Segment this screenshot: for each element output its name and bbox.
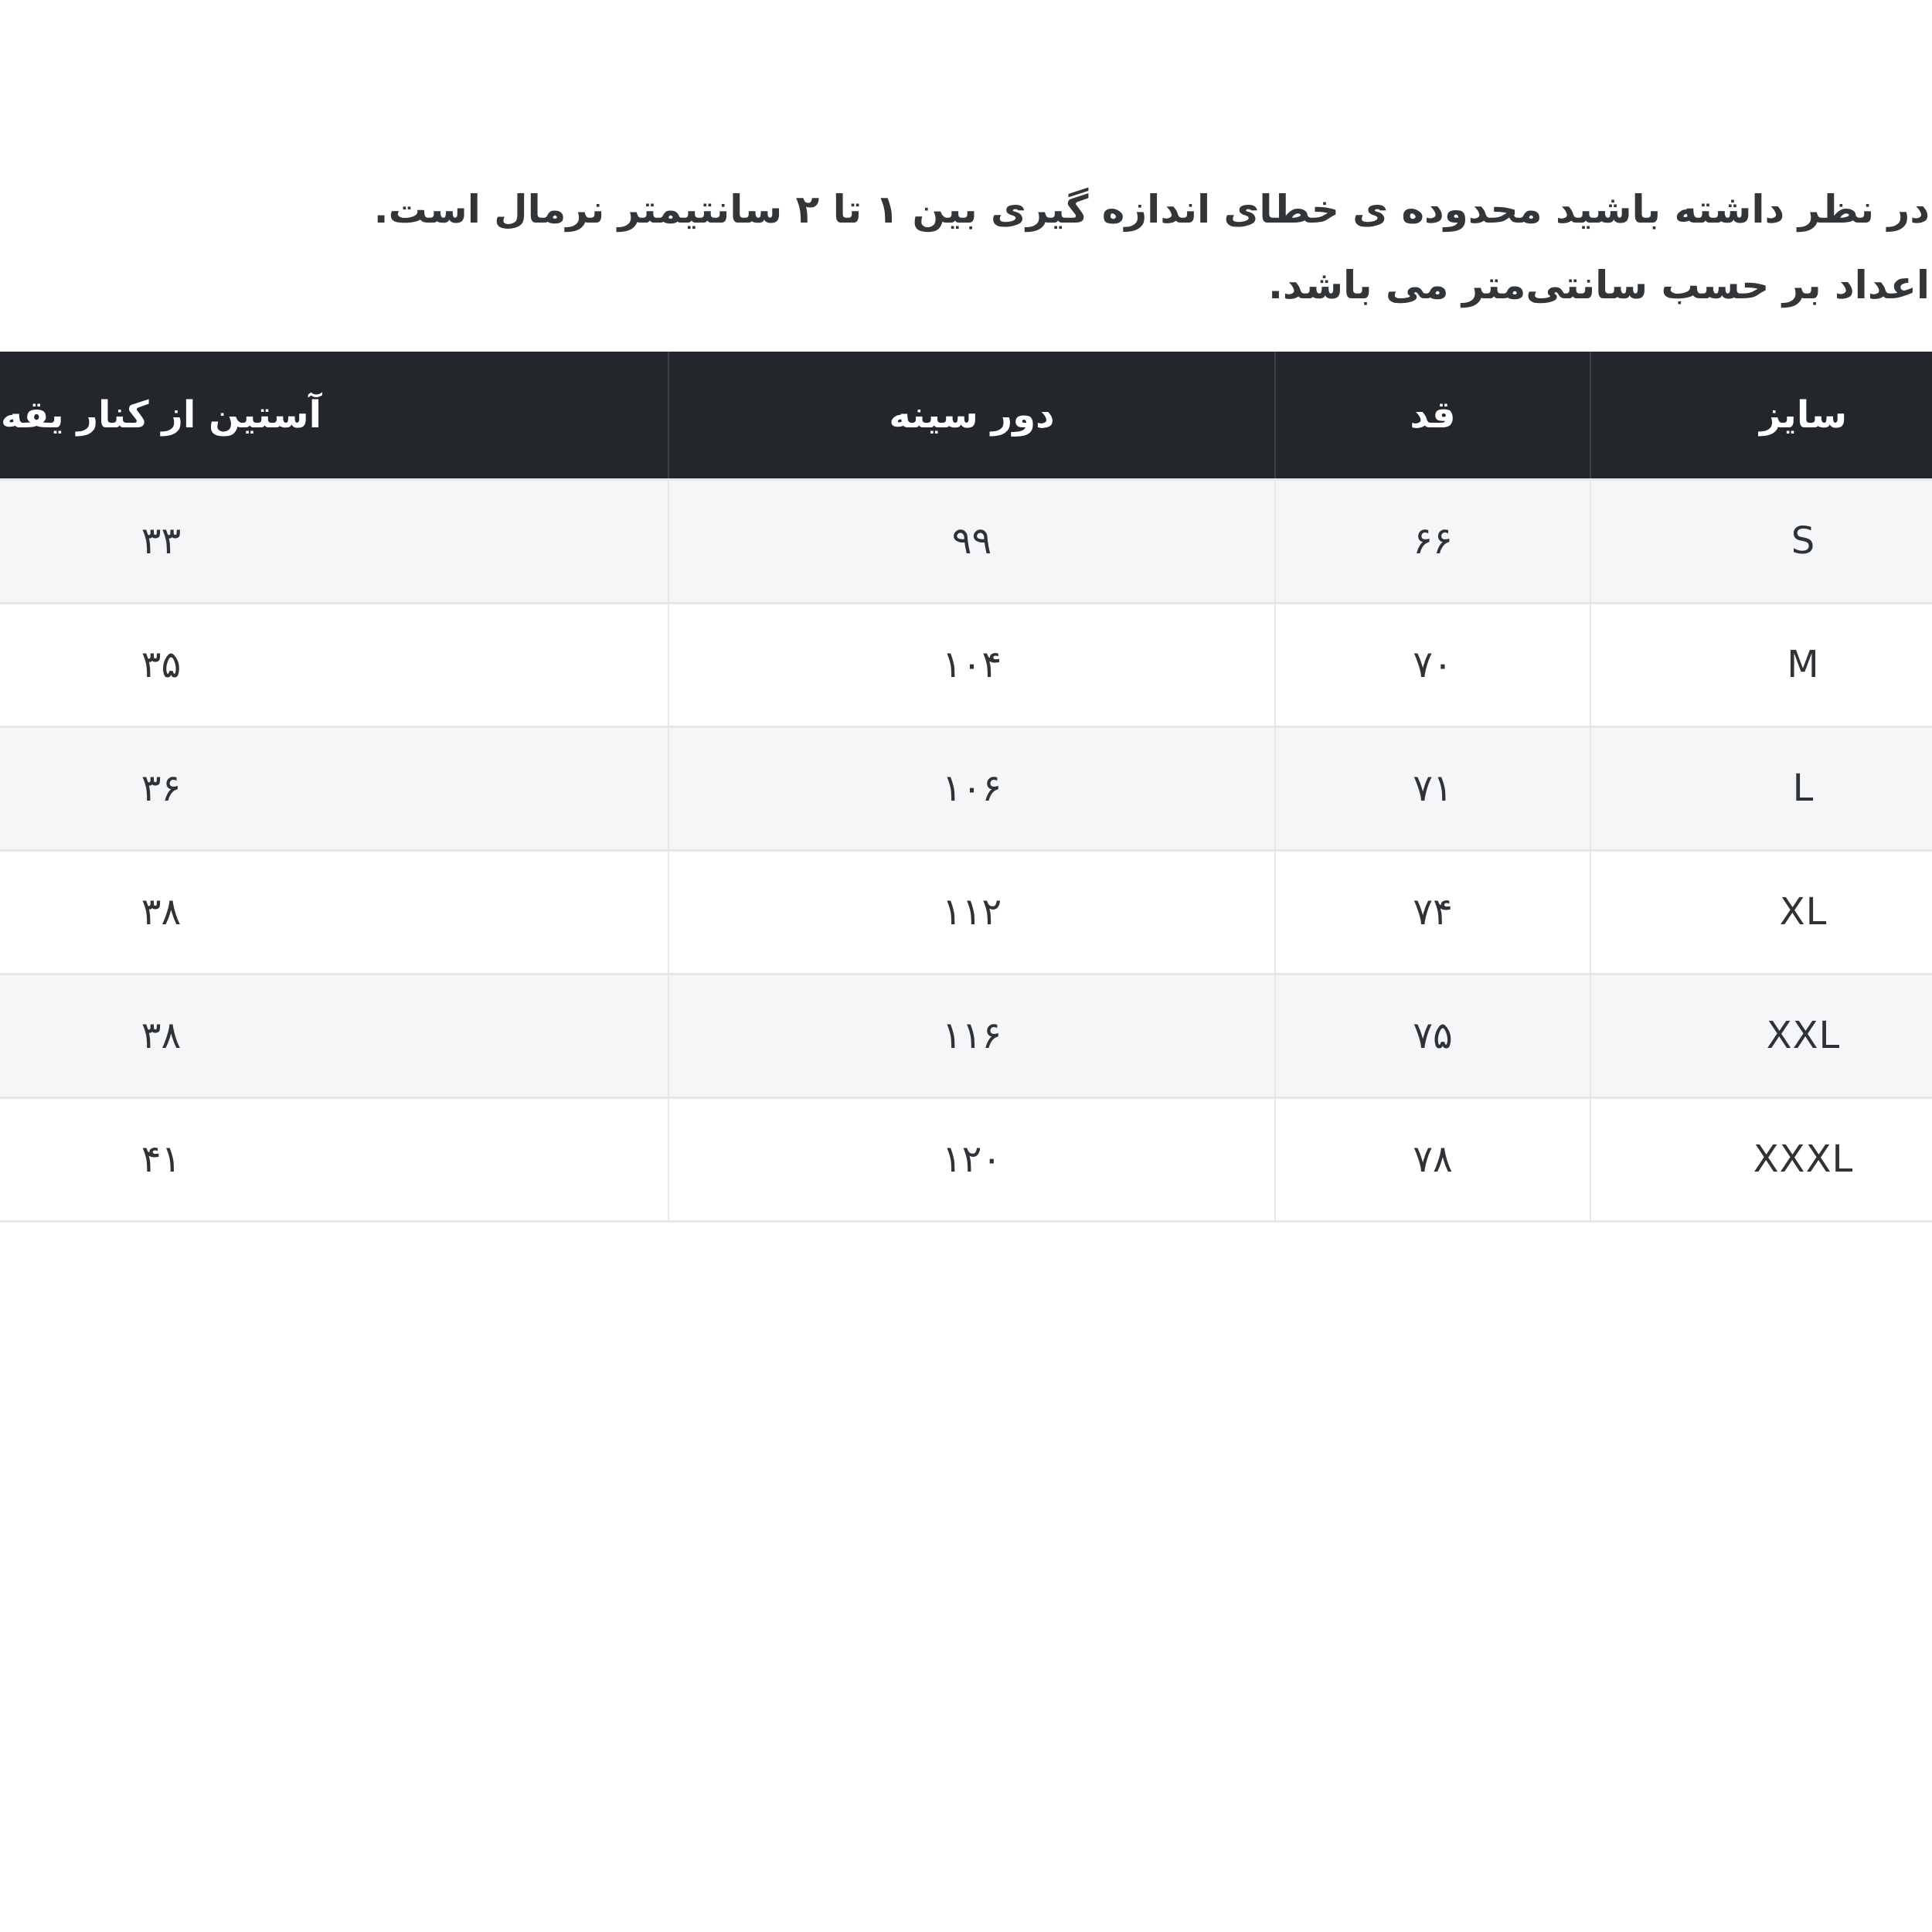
cell-chest: ۹۹ (668, 479, 1275, 603)
cell-height: ۷۴ (1275, 850, 1590, 974)
cell-sleeve: ۴۱ (0, 1097, 668, 1221)
cell-chest: ۱۰۴ (668, 603, 1275, 726)
cell-height: ۷۵ (1275, 974, 1590, 1097)
cell-height: ۶۶ (1275, 479, 1590, 603)
table-row-xl (0, 850, 1932, 974)
cell-sleeve: ۳۳ (0, 479, 668, 603)
cell-size: XXXL (1590, 1097, 1932, 1221)
cell-sleeve: ۳۶ (0, 726, 668, 850)
table-row-s (0, 479, 1932, 603)
column-header-sleeve: آستین از کنار یقه (0, 352, 668, 479)
cell-size: XXL (1590, 974, 1932, 1097)
cell-sleeve: ۳۸ (0, 974, 668, 1097)
cell-size: M (1590, 603, 1932, 726)
cell-sleeve: ۳۵ (0, 603, 668, 726)
size-table (0, 352, 1932, 1223)
cell-sleeve: ۳۸ (0, 850, 668, 974)
cell-chest: ۱۱۲ (668, 850, 1275, 974)
header-row (0, 352, 1932, 479)
note-line-2: اعداد بر حسب سانتی‌متر می باشد. (1267, 263, 1930, 308)
column-header-chest: دور سینه (668, 352, 1275, 479)
table-row-xxl (0, 974, 1932, 1097)
note-line-1: در نظر داشته باشید محدوده ی خطای اندازه گیری بین ۱ تا ۲ سانتیمتر نرمال است. (373, 187, 1930, 232)
size-table-header (0, 352, 1932, 479)
cell-size: XL (1590, 850, 1932, 974)
size-table-body (0, 479, 1932, 1221)
measurement-notes (374, 172, 1930, 323)
cell-chest: ۱۲۰ (668, 1097, 1275, 1221)
column-header-height: قد (1275, 352, 1590, 479)
cell-height: ۷۸ (1275, 1097, 1590, 1221)
cell-size: L (1590, 726, 1932, 850)
table-row-xxxl (0, 1097, 1932, 1221)
column-header-size: سایز (1590, 352, 1932, 479)
cell-height: ۷۱ (1275, 726, 1590, 850)
cell-chest: ۱۰۶ (668, 726, 1275, 850)
table-row-l (0, 726, 1932, 850)
cell-size: S (1590, 479, 1932, 603)
table-row-m (0, 603, 1932, 726)
cell-height: ۷۰ (1275, 603, 1590, 726)
size-chart (0, 352, 1932, 1223)
cell-chest: ۱۱۶ (668, 974, 1275, 1097)
